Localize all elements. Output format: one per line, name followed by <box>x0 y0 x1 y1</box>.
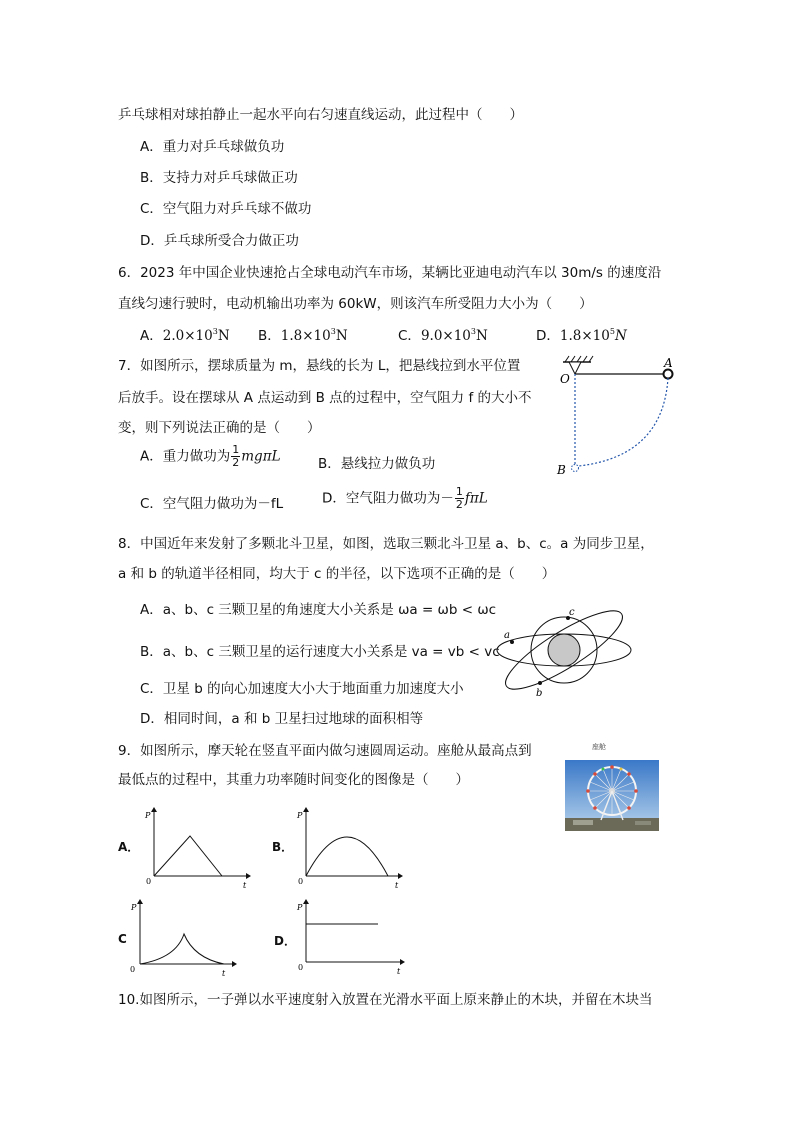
photo-caption: 座舱 <box>592 743 606 751</box>
graph-c-curve <box>140 934 224 964</box>
graph-a <box>140 806 252 890</box>
q8-line1: 8．中国近年来发射了多颗北斗卫星，如图，选取三颗北斗卫星 a、b、c。a 为同步卫星， <box>118 536 654 552</box>
q6-option-b: B．$1.8\times 10^3N$ <box>258 327 348 344</box>
q9-line1: 9．如图所示，摩天轮在竖直平面内做匀速圆周运动。座舱从最高点到 <box>118 743 532 759</box>
q7-line3: 变，则下列说法正确的是（ ） <box>118 420 321 436</box>
q7-line1: 7．如图所示，摆球质量为 m，悬线的长为 L，把悬线拉到水平位置 <box>118 358 521 374</box>
label-sat-c: c <box>569 607 575 618</box>
graph-d-ylabel: P <box>297 903 303 912</box>
option-a: A．重力对乒乓球做负功 <box>140 139 285 155</box>
graph-a-label: A． <box>118 840 140 854</box>
graph-b-xlabel: t <box>395 881 399 890</box>
graph-d-origin: 0 <box>298 963 304 972</box>
q8-option-d: D．相同时间，a 和 b 卫星扫过地球的面积相等 <box>140 711 424 727</box>
q7-option-b: B．悬线拉力做负功 <box>318 456 436 472</box>
label-b: B <box>557 463 566 477</box>
label-sat-b: b <box>536 688 543 699</box>
graph-b-origin: 0 <box>298 877 304 886</box>
ball-a <box>664 370 673 379</box>
graph-d-label: D． <box>274 934 296 948</box>
q7-option-d: D．空气阻力做功为－ $\frac{1}{2}$ fπL <box>322 485 488 511</box>
label-a: A <box>664 356 673 370</box>
graph-b-label: B． <box>272 840 294 854</box>
graph-d-xlabel: t <box>397 967 401 976</box>
ferris-wheel-photo <box>565 760 659 831</box>
graph-c-label: C <box>118 932 127 946</box>
q6-option-a: A．$2.0\times 10^3N$ <box>140 327 230 344</box>
graph-c <box>126 898 238 980</box>
graph-c-ylabel: P <box>131 903 137 912</box>
option-d: D．乒乓球所受合力做正功 <box>140 233 299 249</box>
q10-line1: 10.如图所示，一子弹以水平速度射入放置在光滑水平面上原来静止的木块，并留在木块当 <box>118 992 653 1008</box>
q6-line1: 6．2023 年中国企业快速抢占全球电动汽车市场，某辆比亚迪电动汽车以 30m/s 的速度沿 <box>118 265 662 281</box>
q9-line2: 最低点的过程中，其重力功率随时间变化的图像是（ ） <box>118 772 469 788</box>
label-sat-a: a <box>504 630 510 641</box>
satellite-b <box>538 681 542 685</box>
graph-b <box>292 806 404 890</box>
graph-b-ylabel: P <box>297 811 303 820</box>
q8-line2: a 和 b 的轨道半径相同，均大于 c 的半径，以下选项不正确的是（ ） <box>118 566 556 582</box>
orbit-diagram <box>492 604 642 702</box>
q7-line2: 后放手。设在摆球从 A 点运动到 B 点的过程中，空气阻力 f 的大小不 <box>118 390 532 406</box>
earth <box>548 634 580 666</box>
q6-line2: 直线匀速行驶时，电动机输出功率为 60kW，则该汽车所受阻力大小为（ ） <box>118 296 593 312</box>
question-text: 乒乓球相对球拍静止一起水平向右匀速直线运动，此过程中（ ） <box>118 107 523 123</box>
graph-c-xlabel: t <box>222 969 226 978</box>
graph-c-origin: 0 <box>130 965 136 974</box>
option-b: B．支持力对乒乓球做正功 <box>140 170 298 186</box>
satellite-a <box>510 640 514 644</box>
graph-d <box>292 898 408 980</box>
q8-option-c: C．卫星 b 的向心加速度大小大于地面重力加速度大小 <box>140 681 464 697</box>
arc-path <box>579 378 668 466</box>
q6-option-d: D．$1.8\times 10^5N$ <box>536 327 627 344</box>
graph-b-curve <box>306 837 388 876</box>
q7-option-a: A．重力做功为 $\frac{1}{2}$ mgπL <box>140 443 281 469</box>
ball-b <box>572 465 579 472</box>
graph-a-origin: 0 <box>146 877 152 886</box>
option-c: C．空气阻力对乒乓球不做功 <box>140 201 312 217</box>
graph-a-curve <box>154 836 222 876</box>
label-o: O <box>560 372 570 386</box>
graph-a-ylabel: P <box>145 811 151 820</box>
graph-a-xlabel: t <box>243 881 247 890</box>
q8-option-b: B．a、b、c 三颗卫星的运行速度大小关系是 va = vb < vc <box>140 644 500 660</box>
pendulum-diagram <box>555 352 685 477</box>
q6-option-c: C．$9.0\times 10^3N$ <box>398 327 488 344</box>
q8-option-a: A．a、b、c 三颗卫星的角速度大小关系是 ωa = ωb < ωc <box>140 602 497 618</box>
q7-option-c: C．空气阻力做功为－fL <box>140 496 284 512</box>
